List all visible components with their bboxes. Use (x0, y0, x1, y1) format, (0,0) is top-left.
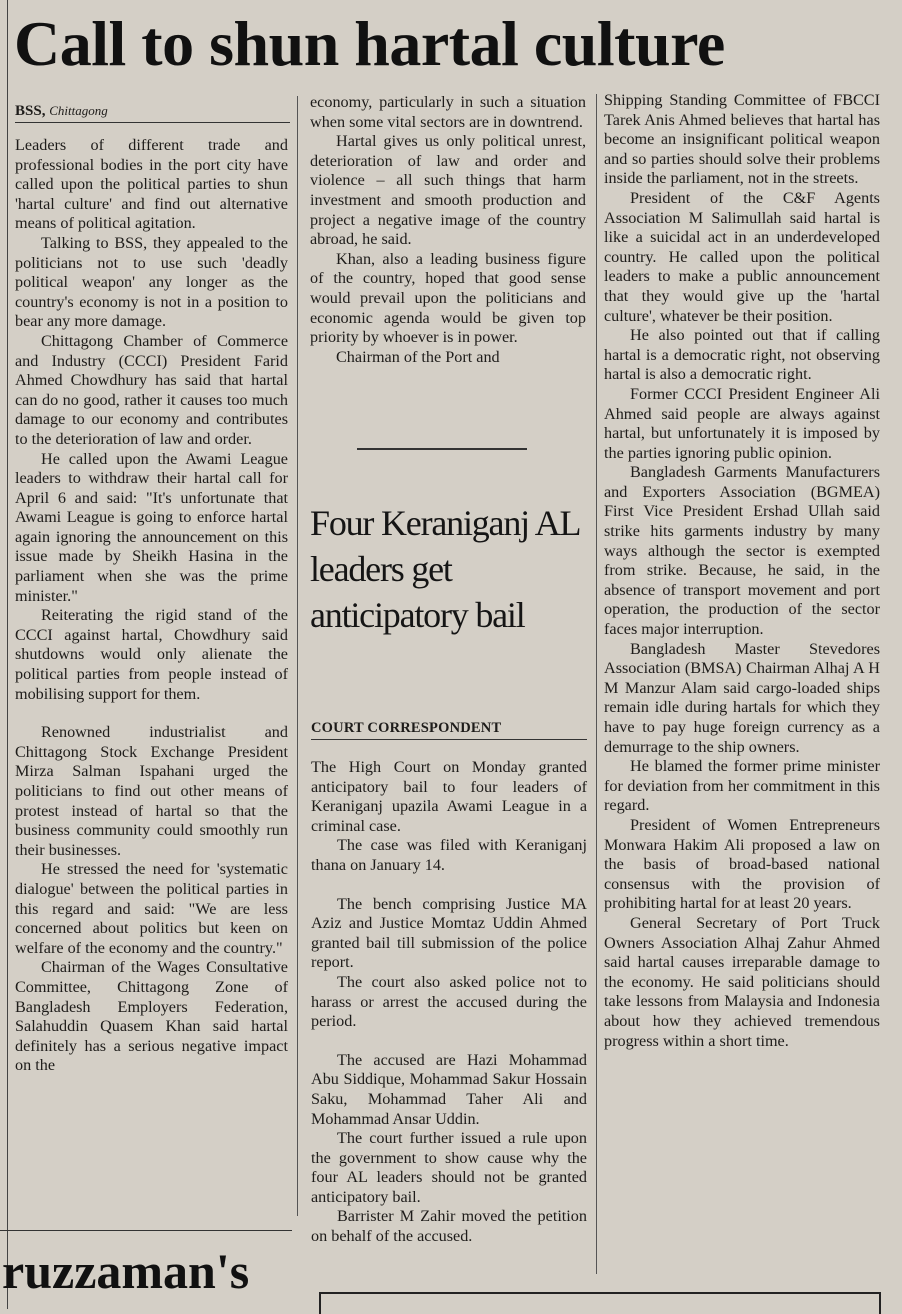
column-rule (297, 96, 298, 1216)
paragraph: He called upon the Awami League leaders to withdraw their hartal call for April 6 and said: "It's unfortunate that Awami League is going to enforce hartal again ignoring the announcement on this issue made by Sheikh Hasina in the parliament when she was the prime minister." (15, 449, 288, 605)
byline-agency: BSS, (15, 103, 46, 119)
paragraph: President of the C&F Agents Association M Salimullah said hartal is like a suicidal act in an underdeveloped country. He called upon the political leaders to make a public announcement that they would give up the 'hartal culture', whatever be their position. (604, 188, 880, 325)
paragraph: Khan, also a leading business figure of the country, hoped that good sense would prevail upon the politicians and economic agenda would be given top priority by whoever is in power. (310, 249, 586, 347)
column-rule (596, 94, 597, 1274)
story1-byline (15, 103, 290, 123)
paragraph: The High Court on Monday granted anticipatory bail to four leaders of Keraniganj upazila Awami League in a criminal case. (311, 758, 587, 835)
byline-place: Chittagong (49, 103, 108, 118)
story1-column-1 (15, 136, 288, 1076)
paragraph: economy, particularly in such a situation when some vital sectors are in downtrend. (310, 93, 586, 131)
paragraph: He also pointed out that if calling hartal is a democratic right, not observing hartal is also a democratic right. (604, 326, 880, 384)
paragraph: The court also asked police not to harass or arrest the accused during the period. (311, 972, 587, 1031)
paragraph: The bench comprising Justice MA Aziz and Justice Momtaz Uddin Ahmed granted bail till submission of the police report. (311, 894, 587, 972)
next-article-box (319, 1292, 881, 1314)
paragraph: Reiterating the rigid stand of the CCCI against hartal, Chowdhury said shutdowns would only alienate the political parties from people instead of mobilising support for them. (15, 606, 288, 703)
paragraph: He blamed the former prime minister for deviation from her commitment in this regard. (604, 757, 880, 815)
paragraph: Leaders of different trade and professional bodies in the port city have called upon the political parties to shun 'hartal culture' and find out alternative means of political agitation. (15, 136, 288, 233)
story2-headline: Four Keraniganj AL leaders get anticipatory bail (310, 503, 580, 635)
paragraph: Bangladesh Master Stevedores Association (BMSA) Chairman Alhaj A H M Manzur Alam said cargo-loaded ships remain idle during hartals for which they have to pay huge foreign currency as a demurrage to the ship owners. (604, 639, 880, 756)
paragraph: Bangladesh Garments Manufacturers and Exporters Association (BGMEA) First Vice President Ershad Ullah said strike hits garments industry by many ways although the sector is exempted from strike. Because, he said, in the absence of transport movement and port operation, the production of the sector faces major interruption. (604, 463, 880, 639)
left-column-rule (7, 0, 8, 1309)
paragraph: Chairman of the Wages Consultative Committee, Chittagong Zone of Bangladesh Employers Federation, Salahuddin Quasem Khan said hartal definitely has a serious negative impact on the (15, 958, 288, 1075)
story2-body (311, 758, 587, 1247)
paragraph: President of Women Entrepreneurs Monwara Hakim Ali proposed a law on the basis of broad-based national consensus with the provision of prohibiting hartal for at least 20 years. (604, 815, 880, 913)
paragraph: He stressed the need for 'systematic dialogue' between the political parties in this regard and said: "We are less concerned about politics but keen on welfare of the economy and the country." (15, 860, 288, 957)
paragraph: General Secretary of Port Truck Owners Association Alhaj Zahur Ahmed said hartal causes irreparable damage to the economy. He said politicians should take lessons from Malaysia and Indonesia about how they achieved tremendous progress within a short time. (604, 913, 880, 1050)
paragraph: Chairman of the Port and (336, 347, 500, 366)
story-divider (357, 448, 527, 450)
story2-byline: COURT CORRESPONDENT (311, 720, 587, 740)
paragraph: Barrister M Zahir moved the petition on behalf of the accused. (311, 1207, 587, 1246)
paragraph: Renowned industrialist and Chittagong Stock Exchange President Mirza Salman Ispahani urged the politicians to find out other means of protest instead of hartal so that the business community could smoothly run their businesses. (15, 723, 288, 859)
paragraph: The accused are Hazi Mohammad Abu Siddique, Mohammad Sakur Hossain Saku, Mohammad Taher Ali and Mohammad Ansar Uddin. (311, 1050, 587, 1128)
main-headline: Call to shun hartal culture (14, 8, 725, 79)
story1-column-3 (604, 91, 880, 1051)
paragraph: The court further issued a rule upon the government to show cause why the four AL leaders should not be granted anticipatory bail. (311, 1129, 587, 1206)
bottom-rule (0, 1230, 292, 1231)
next-article-headline-fragment: ruzzaman's (2, 1243, 250, 1299)
story1-column-2 (310, 93, 586, 367)
paragraph: Shipping Standing Committee of FBCCI Tarek Anis Ahmed believes that hartal has become an insignificant political weapon and so parties should solve their problems inside the parliament, not in the streets. (604, 91, 880, 188)
paragraph: Hartal gives us only political unrest, deterioration of law and order and violence – all such things that harm investment and smooth production and project a negative image of the country abroad, he said. (310, 132, 586, 249)
paragraph: The case was filed with Keraniganj thana on January 14. (311, 836, 587, 874)
paragraph: Chittagong Chamber of Commerce and Industry (CCCI) President Farid Ahmed Chowdhury has said that hartal can do no good, rather it causes too much damage to our economy and contributes to the deterioration of law and order. (15, 331, 288, 448)
paragraph: Former CCCI President Engineer Ali Ahmed said people are always against hartal, but unfortunately it is imposed by the parties ignoring public opinion. (604, 384, 880, 462)
paragraph: Talking to BSS, they appealed to the politicians not to use such 'deadly political weapon' any longer as the country's economy is not in a position to bear any more damage. (15, 233, 288, 331)
